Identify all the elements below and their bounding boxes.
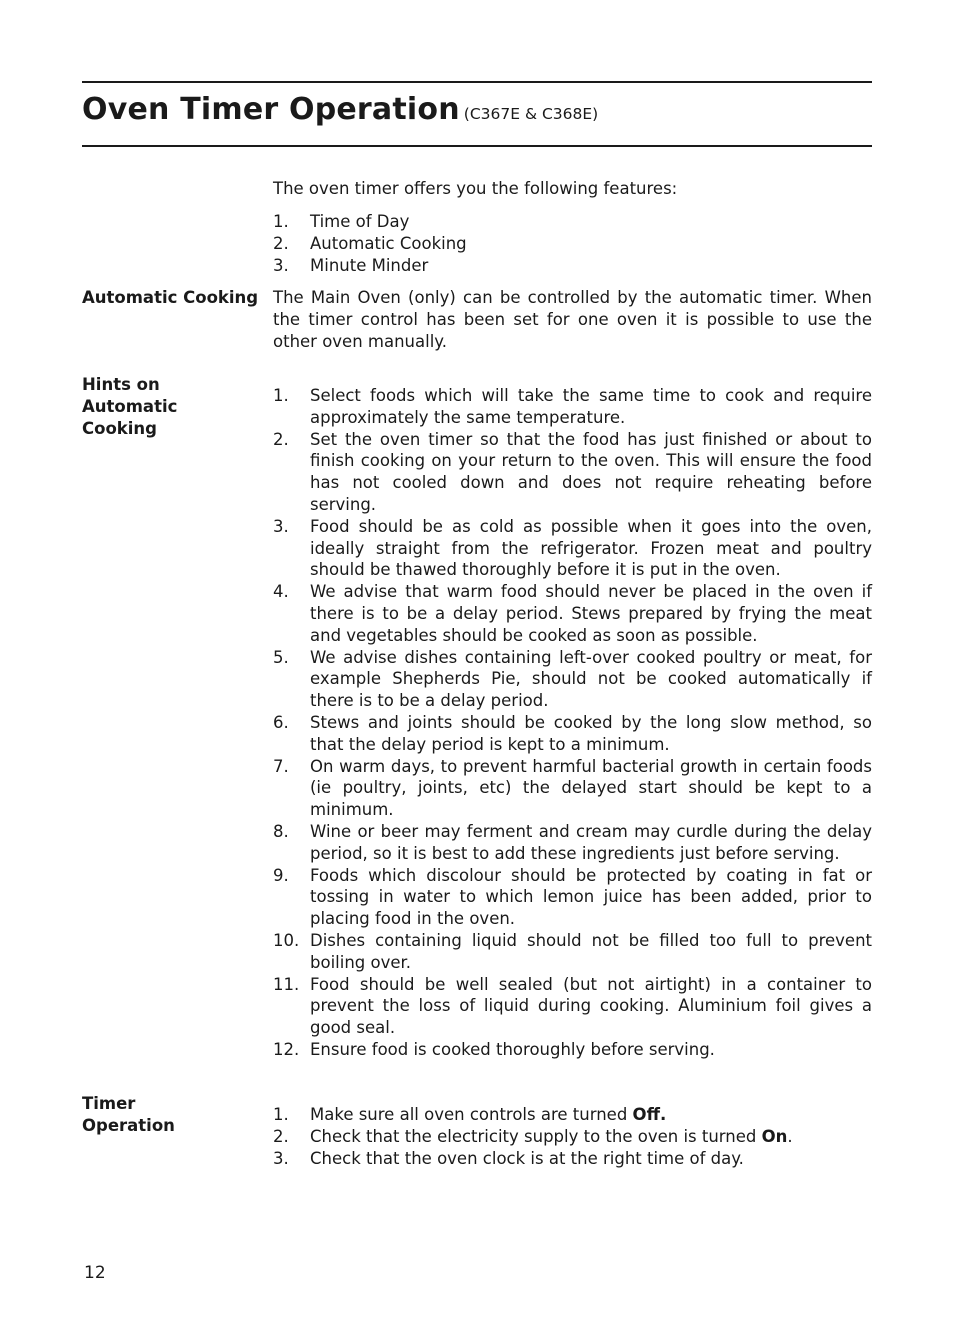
list-item (273, 712, 872, 756)
timer-operation-heading: Timer Operation (82, 1094, 175, 1135)
page-number: 12 (84, 1263, 106, 1283)
list-item (273, 211, 872, 233)
list-item-number: 1. (273, 386, 289, 405)
list-item-text (310, 1148, 872, 1170)
list-item-number: 9. (273, 865, 289, 885)
header-bottom-rule (82, 145, 872, 147)
timer-operation-list (273, 1104, 872, 1170)
list-item-text-main: Check that the oven clock is at the right time of day. (310, 1149, 744, 1168)
list-item (273, 255, 872, 277)
list-item-text: Food should be well sealed (but not airtight) in a container to prevent the loss of liquid during cooking. Aluminium foil gives a good seal. (310, 974, 872, 1038)
intro-text: The oven timer offers you the following features: (273, 179, 678, 198)
hints-heading: Hints on Automatic Cooking (82, 375, 178, 438)
list-item (273, 516, 872, 581)
list-item (273, 756, 872, 821)
list-item (273, 385, 872, 429)
hints-list (273, 385, 872, 1061)
list-item-number: 2. (273, 1127, 289, 1146)
list-item-number: 2. (273, 429, 289, 449)
list-item-number: 12. (273, 1039, 300, 1059)
list-item-number: 11. (273, 974, 300, 994)
list-item-text: Foods which discolour should be protected by coating in fat or tossing in water to which lemon juice has been added, prior to placing food in the oven. (310, 865, 872, 929)
header-top-rule (82, 81, 872, 83)
list-item-number: 4. (273, 582, 289, 602)
list-item (273, 233, 872, 255)
list-item-text: Food should be as cold as possible when it goes into the oven, ideally straight from the refrigerator. Frozen meat and poultry should be thawed thoroughly before it is put in the oven. (310, 516, 872, 580)
list-item-text: On warm days, to prevent harmful bacterial growth in certain foods (ie poultry, joints, etc) the delayed start should be kept to a minimum. (310, 756, 872, 820)
list-item-text-main: Make sure all oven controls are turned (310, 1105, 633, 1124)
list-item-number: 5. (273, 647, 289, 667)
list-item-number: 3. (273, 516, 289, 536)
list-item-text: Set the oven timer so that the food has just finished or about to finish cooking on your return to the oven. This will ensure the food has not cooled down and does not require reheating before serving. (310, 429, 872, 514)
list-item (273, 865, 872, 930)
list-item-text-main: Check that the electricity supply to the oven is turned (310, 1127, 762, 1146)
list-item (273, 974, 872, 1039)
list-item (273, 930, 872, 974)
page-title-models: (C367E & C368E) (463, 105, 599, 123)
list-item (273, 821, 872, 865)
list-item-number: 1. (273, 1105, 289, 1124)
list-item-text: Select foods which will take the same time to cook and require approximately the same temperature. (310, 386, 872, 427)
list-item-number: 3. (273, 1149, 289, 1168)
list-item (273, 1104, 872, 1126)
list-item (273, 581, 872, 646)
list-item-text: Wine or beer may ferment and cream may curdle during the delay period, so it is best to add these ingredients just before serving. (310, 821, 872, 863)
page-title (82, 90, 598, 134)
automatic-cooking-heading: Automatic Cooking (82, 288, 259, 307)
list-item-number: 1. (273, 212, 289, 231)
list-item (273, 1148, 872, 1170)
list-item-text: Minute Minder (310, 256, 429, 275)
list-item-text (310, 1104, 872, 1126)
list-item-text: Ensure food is cooked thoroughly before serving. (310, 1039, 715, 1059)
list-item (273, 647, 872, 712)
list-item-number: 2. (273, 234, 289, 253)
list-item (273, 1126, 872, 1148)
automatic-cooking-text: The Main Oven (only) can be controlled by the automatic timer. When the timer control has been set for one oven it is possible to use the other oven manually. (273, 288, 872, 351)
page-title-text: Oven Timer Operation (82, 92, 460, 127)
list-item (273, 1039, 872, 1061)
list-item-number: 10. (273, 930, 300, 950)
list-item-text-bold: Off. (632, 1105, 667, 1124)
list-item-number: 6. (273, 712, 289, 732)
list-item-text (310, 1126, 872, 1148)
features-list (273, 211, 872, 277)
list-item-text: Dishes containing liquid should not be filled too full to prevent boiling over. (310, 930, 872, 972)
list-item-number: 3. (273, 256, 289, 275)
list-item-text: We advise that warm food should never be placed in the oven if there is to be a delay period. Stews prepared by frying the meat and vegetables should be cooked as soon as possible. (310, 582, 872, 645)
list-item (273, 429, 872, 516)
list-item-text: Automatic Cooking (310, 234, 467, 253)
list-item-text: Time of Day (310, 212, 410, 231)
list-item-text-after: . (787, 1127, 793, 1146)
list-item-text-bold: On (761, 1127, 788, 1146)
list-item-number: 8. (273, 821, 289, 841)
list-item-number: 7. (273, 756, 289, 776)
list-item-text: Stews and joints should be cooked by the long slow method, so that the delay period is kept to a minimum. (310, 712, 872, 754)
list-item-text: We advise dishes containing left-over cooked poultry or meat, for example Shepherds Pie, should not be cooked automatically if there is to be a delay period. (310, 647, 872, 711)
